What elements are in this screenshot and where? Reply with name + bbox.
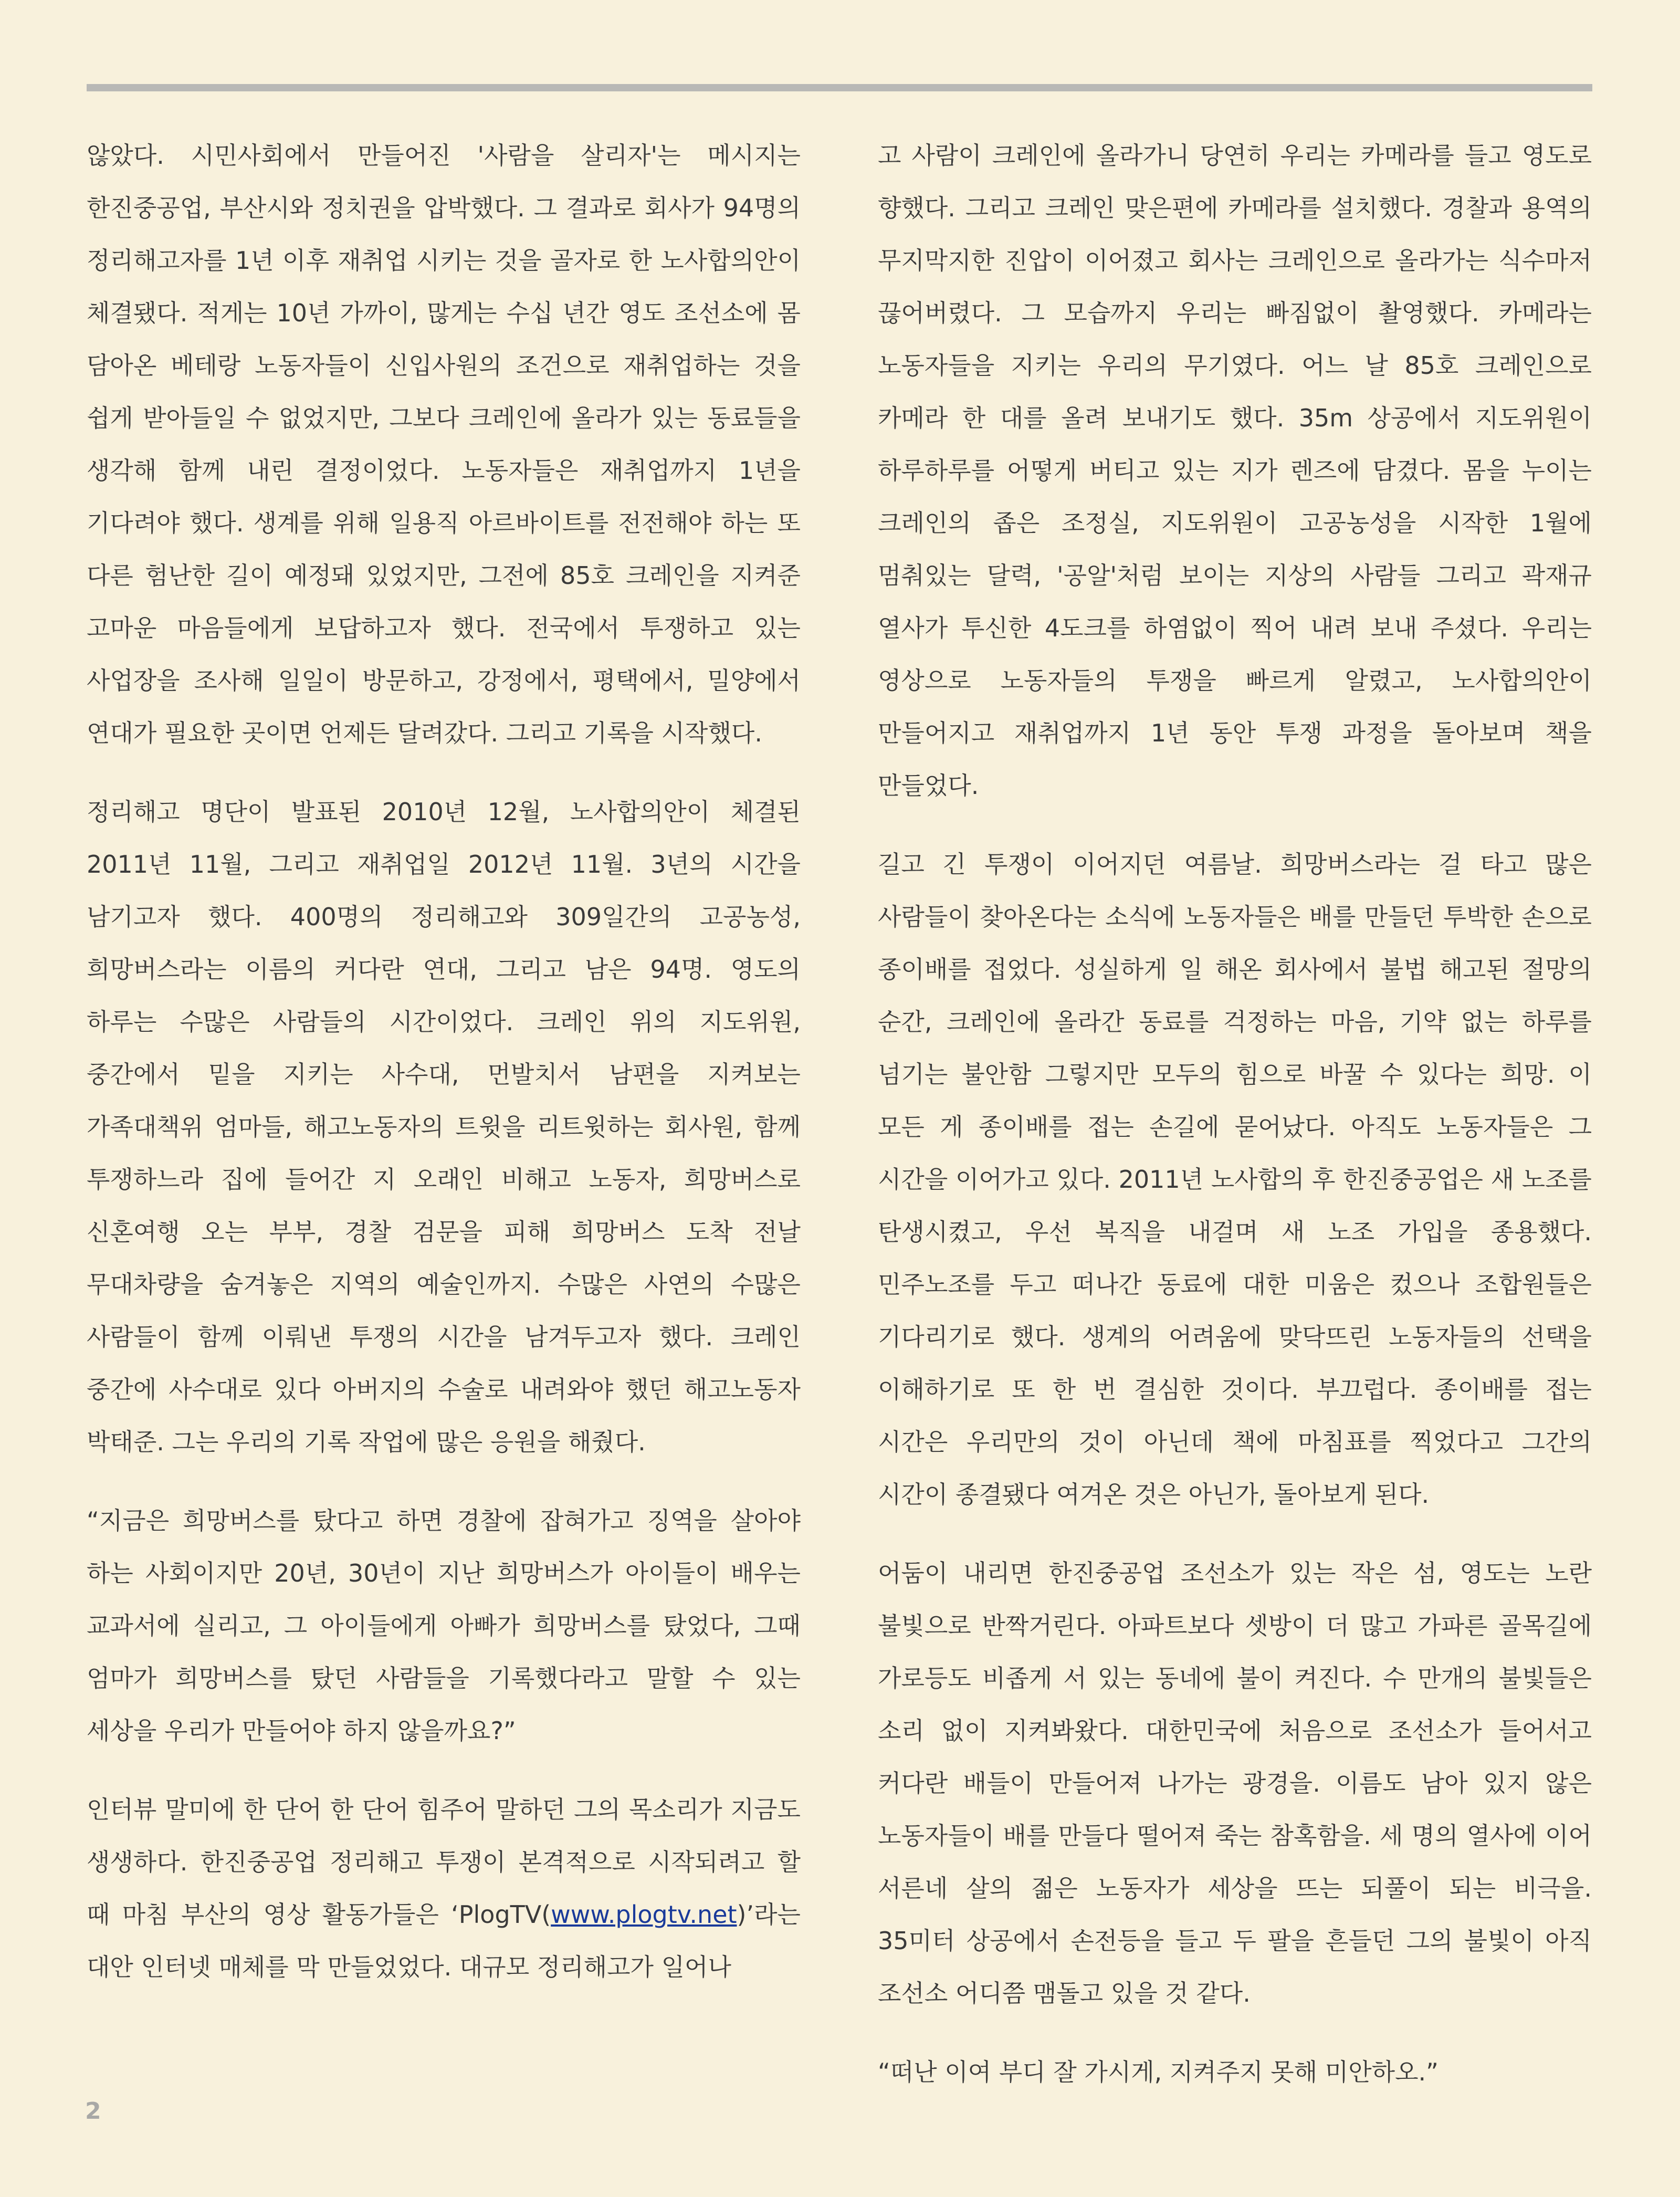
paragraph-text: 인터뷰 말미에 한 단어 한 단어 힘주어 말하던 그의 목소리가 지금도 생생하다. 한진중공업 정리해고 투쟁이 본격적으로 시작되려고 할 때 마침 부산의 영상 활동가들은 ‘PlogTV( <box>87 1795 801 1929</box>
paragraph <box>87 1783 801 1993</box>
paragraph-text: )’라는 대안 인터넷 매체를 막 만들었었다. 대규모 정리해고가 일어나 <box>87 1900 801 1981</box>
paragraph: 정리해고 명단이 발표된 2010년 12월, 노사합의안이 체결된 2011년 11월, 그리고 재취업일 2012년 11월. 3년의 시간을 남기고자 했다. 400명의 정리해고와 309일간의 고공농성, 희망버스라는 이름의 커다란 연대, 그리고 남은 94명. 영도의 하루는 수많은 사람들의 시간이었다. 크레인 위의 지도위원, 중간에서 밑을 지키는 사수대, 먼발치서 남편을 지켜보는 가족대책위 엄마들, 해고노동자의 트윗을 리트윗하는 회사원, 함께 투쟁하느라 집에 들어간 지 오래인 비해고 노동자, 희망버스로 신혼여행 오는 부부, 경찰 검문을 피해 희망버스 도착 전날 무대차량을 숨겨놓은 지역의 예술인까지. 수많은 사연의 수많은 사람들이 함께 이뤄낸 투쟁의 시간을 남겨두고자 했다. 크레인 중간에 사수대로 있다 아버지의 수술로 내려와야 했던 해고노동자 박태준. 그는 우리의 기록 작업에 많은 응원을 해줬다. <box>87 798 801 1456</box>
paragraph: 어둠이 내리면 한진중공업 조선소가 있는 작은 섬, 영도는 노란 불빛으로 반짝거린다. 아파트보다 셋방이 더 많고 가파른 골목길에 가로등도 비좁게 서 있는 동네에 불이 켜진다. 수 만개의 불빛들은 소리 없이 지켜봐왔다. 대한민국에 처음으로 조선소가 들어서고 커다란 배들이 만들어져 나가는 광경을. 이름도 남아 있지 않은 노동자들이 배를 만들다 떨어져 죽는 참혹함을. 세 명의 열사에 이어 서른네 살의 젊은 노동자가 세상을 뜨는 되풀이 되는 비극을. 35미터 상공에서 손전등을 들고 두 팔을 흔들던 그의 불빛이 아직 조선소 어디쯤 맴돌고 있을 것 같다. <box>878 1559 1592 2007</box>
quote-paragraph: “지금은 희망버스를 탔다고 하면 경찰에 잡혀가고 징역을 살아야 하는 사회이지만 20년, 30년이 지난 희망버스가 아이들이 배우는 교과서에 실리고, 그 아이들에게 아빠가 희망버스를 탔었다, 그때 엄마가 희망버스를 탔던 사람들을 기록했다라고 말할 수 있는 세상을 우리가 만들어야 하지 않을까요?” <box>87 1506 801 1745</box>
paragraph: 않았다. 시민사회에서 만들어진 '사람을 살리자'는 메시지는 한진중공업, 부산시와 정치권을 압박했다. 그 결과로 회사가 94명의 정리해고자를 1년 이후 재취업 시키는 것을 골자로 한 노사합의안이 체결됐다. 적게는 10년 가까이, 많게는 수십 년간 영도 조선소에 몸 담아온 베테랑 노동자들이 신입사원의 조건으로 재취업하는 것을 쉽게 받아들일 수 없었지만, 그보다 크레인에 올라가 있는 동료들을 생각해 함께 내린 결정이었다. 노동자들은 재취업까지 1년을 기다려야 했다. 생계를 위해 일용직 아르바이트를 전전해야 하는 또 다른 험난한 길이 예정돼 있었지만, 그전에 85호 크레인을 지켜준 고마운 마음들에게 보답하고자 했다. 전국에서 투쟁하고 있는 사업장을 조사해 일일이 방문하고, 강정에서, 평택에서, 밀양에서 연대가 필요한 곳이면 언제든 달려갔다. 그리고 기록을 시작했다. <box>87 141 801 747</box>
left-column <box>87 129 801 2020</box>
top-rule <box>87 84 1592 91</box>
right-column <box>878 129 1592 2125</box>
page-number: 2 <box>85 2098 101 2125</box>
plogtv-link[interactable]: www.plogtv.net <box>551 1900 737 1929</box>
paragraph: 고 사람이 크레인에 올라가니 당연히 우리는 카메라를 들고 영도로 향했다. 그리고 크레인 맞은편에 카메라를 설치했다. 경찰과 용역의 무지막지한 진압이 이어졌고 회사는 크레인으로 올라가는 식수마저 끊어버렸다. 그 모습까지 우리는 빠짐없이 촬영했다. 카메라는 노동자들을 지키는 우리의 무기였다. 어느 날 85호 크레인으로 카메라 한 대를 올려 보내기도 했다. 35m 상공에서 지도위원이 하루하루를 어떻게 버티고 있는 지가 렌즈에 담겼다. 몸을 누이는 크레인의 좁은 조정실, 지도위원이 고공농성을 시작한 1월에 멈춰있는 달력, '공알'처럼 보이는 지상의 사람들 그리고 곽재규 열사가 투신한 4도크를 하염없이 찍어 내려 보내 주셨다. 우리는 영상으로 노동자들의 투쟁을 빠르게 알렸고, 노사합의안이 만들어지고 재취업까지 1년 동안 투쟁 과정을 돌아보며 책을 만들었다. <box>878 141 1592 800</box>
paragraph: 길고 긴 투쟁이 이어지던 여름날. 희망버스라는 걸 타고 많은 사람들이 찾아온다는 소식에 노동자들은 배를 만들던 투박한 손으로 종이배를 접었다. 성실하게 일 해온 회사에서 불법 해고된 절망의 순간, 크레인에 올라간 동료를 걱정하는 마음, 기약 없는 하루를 넘기는 불안함 그렇지만 모두의 힘으로 바꿀 수 있다는 희망. 이 모든 게 종이배를 접는 손길에 묻어났다. 아직도 노동자들은 그 시간을 이어가고 있다. 2011년 노사합의 후 한진중공업은 새 노조를 탄생시켰고, 우선 복직을 내걸며 새 노조 가입을 종용했다. 민주노조를 두고 떠나간 동료에 대한 미움은 컸으나 조합원들은 기다리기로 했다. 생계의 어려움에 맞닥뜨린 노동자들의 선택을 이해하기로 또 한 번 결심한 것이다. 부끄럽다. 종이배를 접는 시간은 우리만의 것이 아닌데 책에 마침표를 찍었다고 그간의 시간이 종결됐다 여겨온 것은 아닌가, 돌아보게 된다. <box>878 850 1592 1509</box>
quote-paragraph: “떠난 이여 부디 잘 가시게, 지켜주지 못해 미안하오.” <box>878 2058 1438 2086</box>
